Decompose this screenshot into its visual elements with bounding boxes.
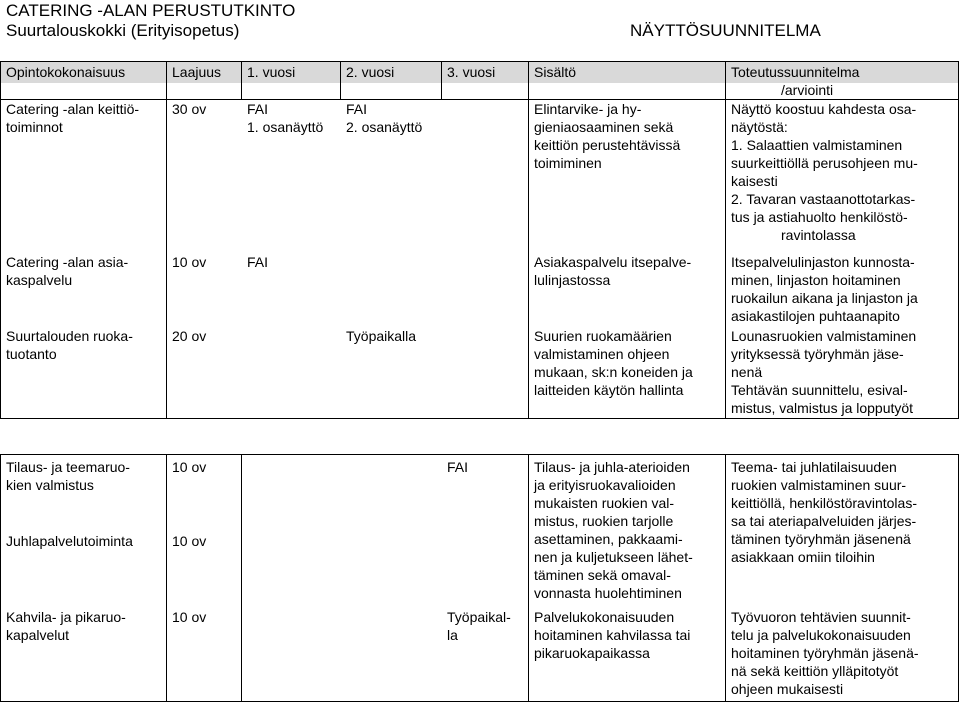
t2-row1-plan-line6: asiakkaan omiin tiloihin: [731, 549, 875, 565]
t2-row1-content-line5: asettaminen, pakkaami-: [534, 531, 683, 547]
t2-row3-plan-line5: ohjeen mukaisesti: [731, 681, 844, 697]
column-divider: [340, 61, 341, 100]
row3-plan-line1: Lounasruokien valmistaminen: [731, 328, 917, 344]
row1-content-line2: gieniaosaaminen sekä: [534, 119, 674, 135]
row3-scope: 20 ov: [172, 328, 207, 344]
row3-content-line4: laitteiden käytön hallinta: [534, 382, 684, 398]
row2-plan-line4: asiakastilojen puhtaanapito: [731, 308, 900, 324]
row2-plan-line2: minen, linjaston hoitaminen: [731, 272, 901, 288]
t2-row1-plan-line2: ruokien valmistaminen suur-: [731, 477, 907, 493]
header-year3: 3. vuosi: [447, 64, 496, 80]
column-divider: [441, 61, 442, 100]
row3-plan-line3: nenä: [731, 364, 763, 380]
header-year2: 2. vuosi: [346, 64, 395, 80]
row1-plan-line6: 2. Tavaran vastaanottotarkas-: [731, 191, 916, 207]
header-scope: Laajuus: [172, 64, 222, 80]
plan-label: NÄYTTÖSUUNNITELMA: [630, 21, 821, 40]
header-plan-line2: /arviointi: [781, 82, 834, 98]
column-divider: [725, 61, 726, 419]
t2-row3-year3-line2: la: [447, 627, 458, 643]
row2-plan-line3: ruokailun aikana ja linjaston ja: [731, 290, 918, 306]
row3-content-line2: valmistaminen ohjeen: [534, 346, 670, 362]
row3-plan-line4: Tehtävän suunnittelu, esival-: [731, 382, 908, 398]
t2-row3-plan-line1: Työvuoron tehtävien suunnit-: [731, 609, 911, 625]
t2-row1-unit-line1: Tilaus- ja teemaruo-: [6, 459, 130, 475]
column-divider: [725, 454, 726, 702]
row2-content-line2: lulinjastossa: [534, 272, 611, 288]
t2-row1-plan-line3: keittiöllä, henkilöstöravintolas-: [731, 495, 917, 511]
t2-row1-plan-line5: täminen työryhmän jäsenenä: [731, 531, 911, 547]
header-plan-line1: Toteutussuunnitelma: [731, 64, 860, 80]
table2-border-top: [0, 454, 959, 455]
t2-row3-content-line3: pikaruokapaikassa: [534, 645, 650, 661]
column-divider: [166, 454, 167, 702]
row3-year2: Työpaikalla: [346, 328, 417, 344]
row1-plan-line2: näytöstä:: [731, 119, 788, 135]
t2-row3-scope: 10 ov: [172, 609, 207, 625]
row1-year2-line2: 2. osanäyttö: [346, 119, 423, 135]
column-divider: [528, 61, 529, 419]
table-border-left: [0, 61, 1, 419]
row2-unit-line2: kaspalvelu: [6, 272, 73, 288]
row1-content-line4: toimiminen: [534, 155, 602, 171]
table-border-top: [0, 61, 959, 62]
row1-plan-line7: tus ja astiahuolto henkilöstö-: [731, 209, 908, 225]
t2-row1-content-line1: Tilaus- ja juhla-aterioiden: [534, 459, 690, 475]
t2-row1-content-line8: vonnasta huolehtiminen: [534, 585, 682, 601]
row1-year1-line2: 1. osanäyttö: [247, 119, 324, 135]
t2-row1-content-line7: täminen sekä omaval-: [534, 567, 671, 583]
t2-row1-content-line2: ja erityisruokavalioiden: [534, 477, 676, 493]
row1-content-line3: keittiön perustehtävissä: [534, 137, 681, 153]
row1-unit-line2: toiminnot: [6, 119, 63, 135]
row3-content-line3: mukaan, sk:n koneiden ja: [534, 364, 693, 380]
row1-content-line1: Elintarvike- ja hy-: [534, 101, 642, 117]
t2-row3-year3-line1: Työpaikal-: [447, 609, 511, 625]
row2-content-line1: Asiakaspalvelu itsepalve-: [534, 254, 692, 270]
row2-year1: FAI: [247, 254, 269, 270]
t2-row1-unit-line2: kien valmistus: [6, 477, 94, 493]
row2-plan-line1: Itsepalvelulinjaston kunnosta-: [731, 254, 915, 270]
header-divider: [0, 99, 959, 100]
row3-plan-line2: yrityksessä työryhmän jäse-: [731, 346, 904, 362]
t2-row1-content-line3: mukaisten ruokien val-: [534, 495, 675, 511]
t2-row2-scope: 10 ov: [172, 533, 207, 549]
row3-unit-line1: Suurtalouden ruoka-: [6, 328, 133, 344]
column-divider: [528, 454, 529, 702]
t2-row1-year3: FAI: [447, 459, 469, 475]
column-divider: [241, 454, 242, 702]
table2-border-left: [0, 454, 1, 702]
header-content: Sisältö: [534, 64, 577, 80]
row3-content-line1: Suurien ruokamäärien: [534, 328, 672, 344]
row3-plan-line5: mistus, valmistus ja lopputyöt: [731, 400, 914, 416]
row1-plan-line8: ravintolassa: [781, 227, 856, 243]
row1-year2-line1: FAI: [346, 101, 368, 117]
t2-row1-plan-line1: Teema- tai juhlatilaisuuden: [731, 459, 897, 475]
row1-plan-line1: Näyttö koostuu kahdesta osa-: [731, 101, 917, 117]
row1-year1-line1: FAI: [247, 101, 269, 117]
t2-row3-plan-line4: nä sekä keittiön ylläpitotyöt: [731, 663, 899, 679]
page-subtitle: Suurtalouskokki (Erityisopetus): [6, 21, 240, 40]
t2-row1-content-line6: nen ja kuljetukseen lähet-: [534, 549, 693, 565]
t2-row3-unit-line2: kapalvelut: [6, 627, 70, 643]
row1-plan-line5: kaisesti: [731, 173, 778, 189]
column-divider: [241, 61, 242, 100]
table-border-bottom: [0, 418, 959, 419]
t2-row1-content-line4: mistus, ruokien tarjolle: [534, 513, 674, 529]
t2-row1-scope: 10 ov: [172, 459, 207, 475]
row1-plan-line3: 1. Salaattien valmistaminen: [731, 137, 903, 153]
t2-row3-plan-line3: hoitaminen työryhmän jäsenä-: [731, 645, 919, 661]
page-title: CATERING -ALAN PERUSTUTKINTO: [6, 1, 296, 20]
t2-row2-unit: Juhlapalvelutoiminta: [6, 533, 133, 549]
t2-row3-content-line2: hoitaminen kahvilassa tai: [534, 627, 691, 643]
column-divider: [166, 61, 167, 419]
row1-plan-line4: suurkeittiöllä perusohjeen mu-: [731, 155, 918, 171]
t2-row1-plan-line4: sa tai ateriapalveluiden järjes-: [731, 513, 917, 529]
row1-scope: 30 ov: [172, 101, 207, 117]
row1-unit-line1: Catering -alan keittiö-: [6, 101, 140, 117]
t2-row3-unit-line1: Kahvila- ja pikaruo-: [6, 609, 126, 625]
row3-unit-line2: tuotanto: [6, 346, 57, 362]
row2-scope: 10 ov: [172, 254, 207, 270]
t2-row3-plan-line2: telu ja palvelukokonaisuuden: [731, 627, 911, 643]
t2-row3-content-line1: Palvelukokonaisuuden: [534, 609, 675, 625]
header-year1: 1. vuosi: [247, 64, 296, 80]
row2-unit-line1: Catering -alan asia-: [6, 254, 129, 270]
header-unit: Opintokokonaisuus: [6, 64, 126, 80]
